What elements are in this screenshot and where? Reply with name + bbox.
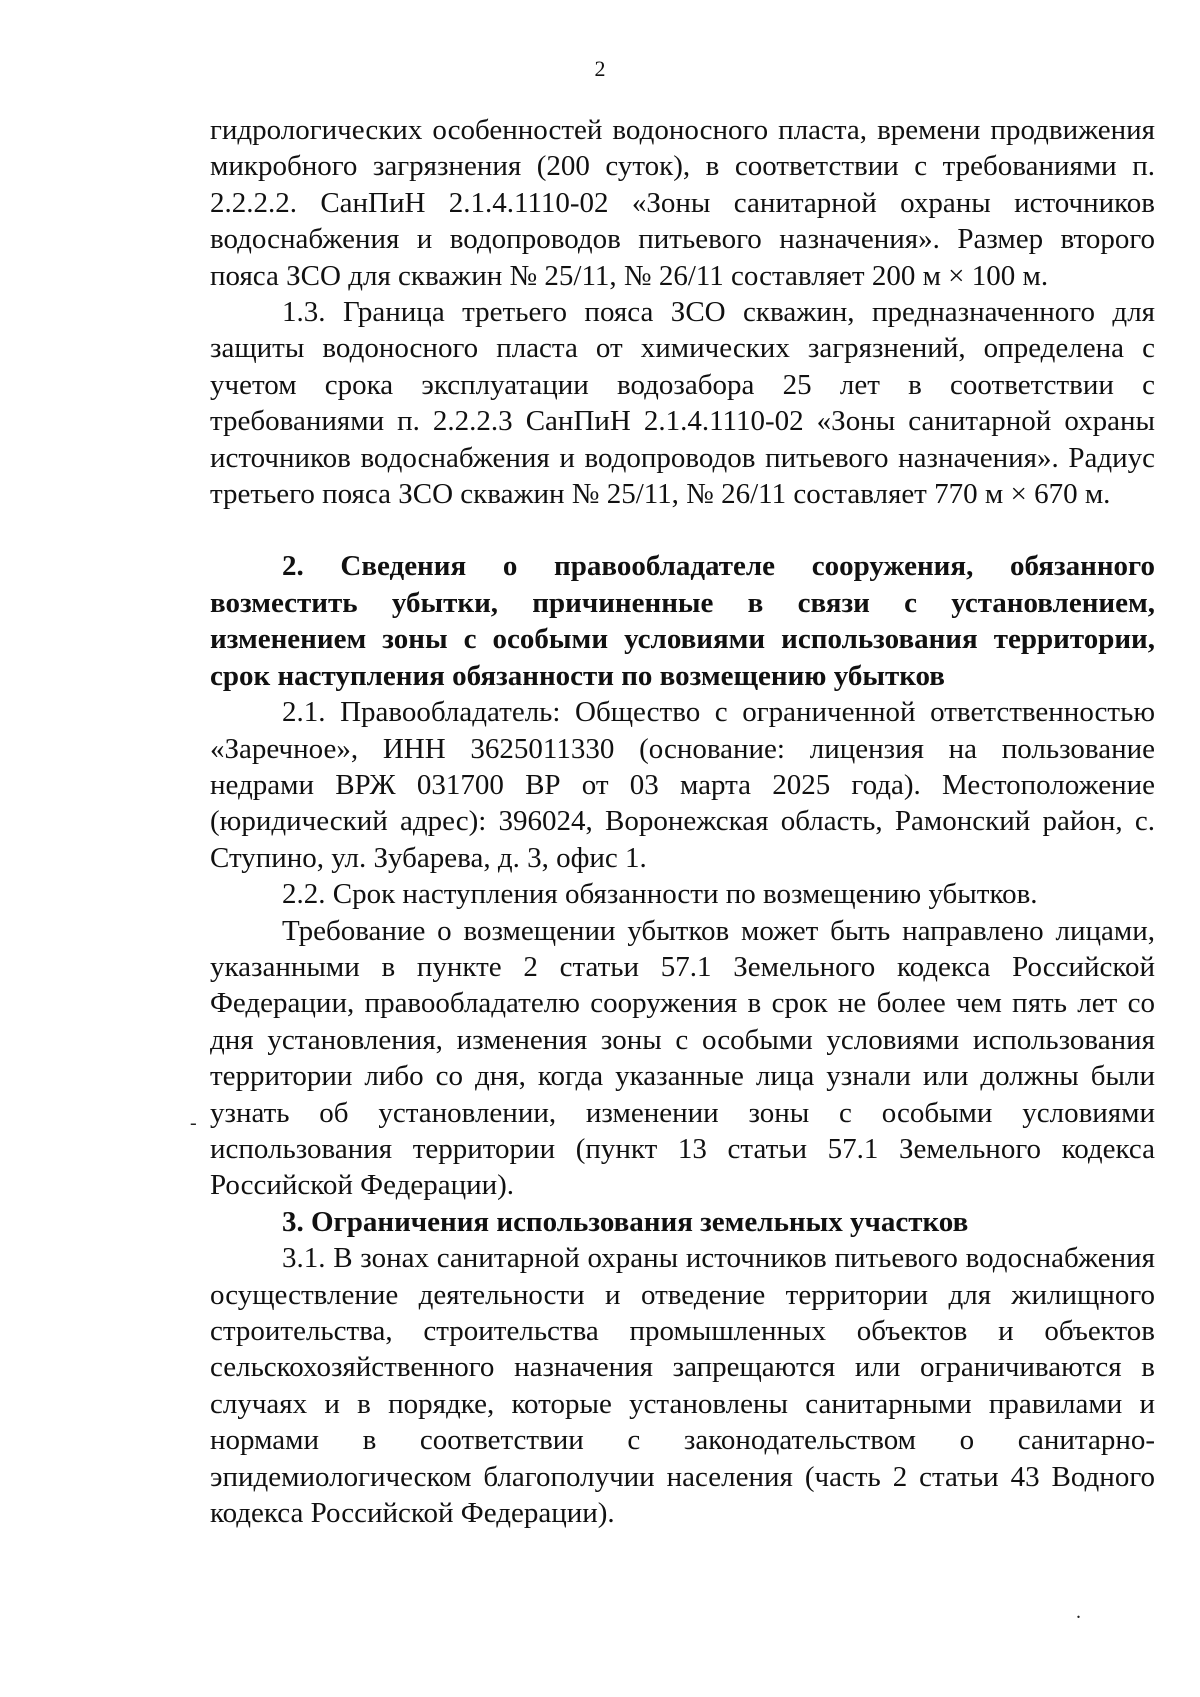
paragraph-2-2: 2.2. Срок наступления обязанности по возмещению убытков. bbox=[282, 878, 1038, 911]
paragraph-claim-requirement: Требование о возмещении убытков может быть направлено лицами, указанными в пункте 2 статьи 57.1 Земельного кодекса Российской Федерации, правообладателю сооружения в срок не более чем пять лет со дня установления, изменения зоны с особыми условиями использования территории либо со дня, когда указанные лица узнали или должны были узнать об установлении, изменении зоны с особыми условиями использования территории (пункт 13 статьи 57.1 Земельного кодекса Российской Федерации). bbox=[210, 914, 1155, 1202]
scan-speck: - bbox=[190, 1112, 197, 1134]
document-body bbox=[210, 112, 1155, 1531]
paragraph-3-1: 3.1. В зонах санитарной охраны источников питьевого водоснабжения осуществление деятельности и отведение территории для жилищного строительства, строительства промышленных объектов и объектов сельскохозяйственного назначения запрещаются или ограничиваются в случаях и в порядке, которые установлены санитарными правилами и нормами в соответствии с законодательством о санитарно-эпидемиологическом благополучии населения (часть 2 статьи 43 Водного кодекса Российской Федерации). bbox=[210, 1242, 1155, 1530]
paragraph-1-3: 1.3. Граница третьего пояса ЗСО скважин, предназначенного для защиты водоносного пласта от химических загрязнений, определена с учетом срока эксплуатации водозабора 25 лет в соответствии с требованиями п. 2.2.2.3 СанПиН 2.1.4.1110-02 «Зоны санитарной охраны источников водоснабжения и водопроводов питьевого назначения». Радиус третьего пояса ЗСО скважин № 25/11, № 26/11 составляет 770 м × 670 м. bbox=[210, 296, 1155, 511]
section-heading-2: 2. Сведения о правообладателе сооружения, обязанного возместить убытки, причиненные в связи с установлением, изменением зоны с особыми условиями использования территории, срок наступления обязанности по возмещению убытков bbox=[210, 550, 1155, 692]
section-gap bbox=[210, 512, 1155, 548]
scan-speck: . bbox=[1076, 1601, 1081, 1623]
paragraph-continuation: гидрологических особенностей водоносного пласта, времени продвижения микробного загрязнения (200 суток), в соответствии с требованиями п. 2.2.2.2. СанПиН 2.1.4.1110-02 «Зоны санитарной охраны источников водоснабжения и водопроводов питьевого назначения». Размер второго пояса ЗСО для скважин № 25/11, № 26/11 составляет 200 м × 100 м. bbox=[210, 114, 1155, 292]
section-heading-3: 3. Ограничения использования земельных участков bbox=[282, 1205, 969, 1238]
paragraph-2-1: 2.1. Правообладатель: Общество с ограниченной ответственностью «Заречное», ИНН 3625011330 (основание: лицензия на пользование недрами ВРЖ 031700 ВР от 03 марта 2025 года). Местоположение (юридический адрес): 396024, Воронежская область, Рамонский район, с. Ступино, ул. Зубарева, д. 3, офис 1. bbox=[210, 696, 1155, 874]
page-number: 2 bbox=[594, 56, 606, 81]
